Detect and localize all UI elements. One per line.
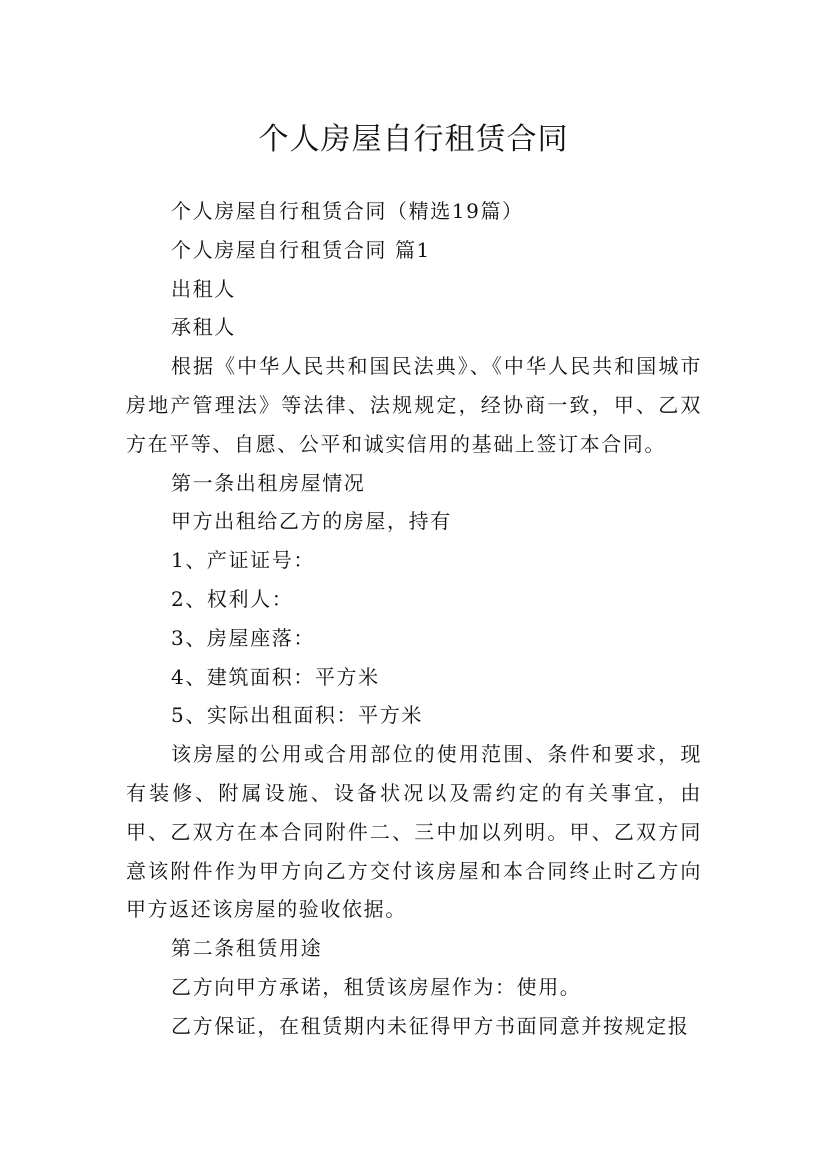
document-body — [126, 192, 702, 1046]
paragraph-usage-commitment: 乙方向甲方承诺，租赁该房屋作为：使用。 — [171, 974, 582, 999]
paragraph-item-3: 3、房屋座落： — [171, 625, 315, 650]
paragraph-preamble: 根据《中华人民共和国民法典》、《中华人民共和国城市房地产管理法》等法律、法规规定，经协商一致，甲、乙双方在平等、自愿、公平和诚实信用的基础上签订本合同。 — [126, 354, 702, 456]
paragraph-article-1-heading: 第一条出租房屋情况 — [171, 470, 366, 495]
paragraph-item-5: 5、实际出租面积：平方米 — [171, 703, 423, 728]
paragraph-item-4: 4、建筑面积：平方米 — [171, 664, 380, 689]
paragraph-item-1: 1、产证证号： — [171, 548, 315, 573]
paragraph-lessor: 出租人 — [171, 276, 236, 301]
paragraph-article-2-heading: 第二条租赁用途 — [171, 936, 323, 961]
paragraph-item-2: 2、权利人： — [171, 586, 294, 611]
paragraph-common-areas: 该房屋的公用或合用部位的使用范围、条件和要求，现有装修、附属设施、设备状况以及需约定的有关事宜，由甲、乙双方在本合同附件二、三中加以列明。甲、乙双方同意该附件作为甲方向乙方交付该房屋和本合同终止时乙方向甲方返还该房屋的验收依据。 — [126, 742, 702, 922]
paragraph-section-heading: 个人房屋自行租赁合同 篇1 — [171, 237, 431, 262]
document-title: 个人房屋自行租赁合同 — [258, 122, 569, 158]
paragraph-property-intro: 甲方出租给乙方的房屋，持有 — [171, 509, 452, 534]
paragraph-guarantee: 乙方保证，在租赁期内未征得甲方书面同意并按规定报 — [171, 1013, 690, 1038]
paragraph-subtitle: 个人房屋自行租赁合同（精选19篇） — [171, 199, 524, 223]
paragraph-lessee: 承租人 — [171, 315, 236, 340]
